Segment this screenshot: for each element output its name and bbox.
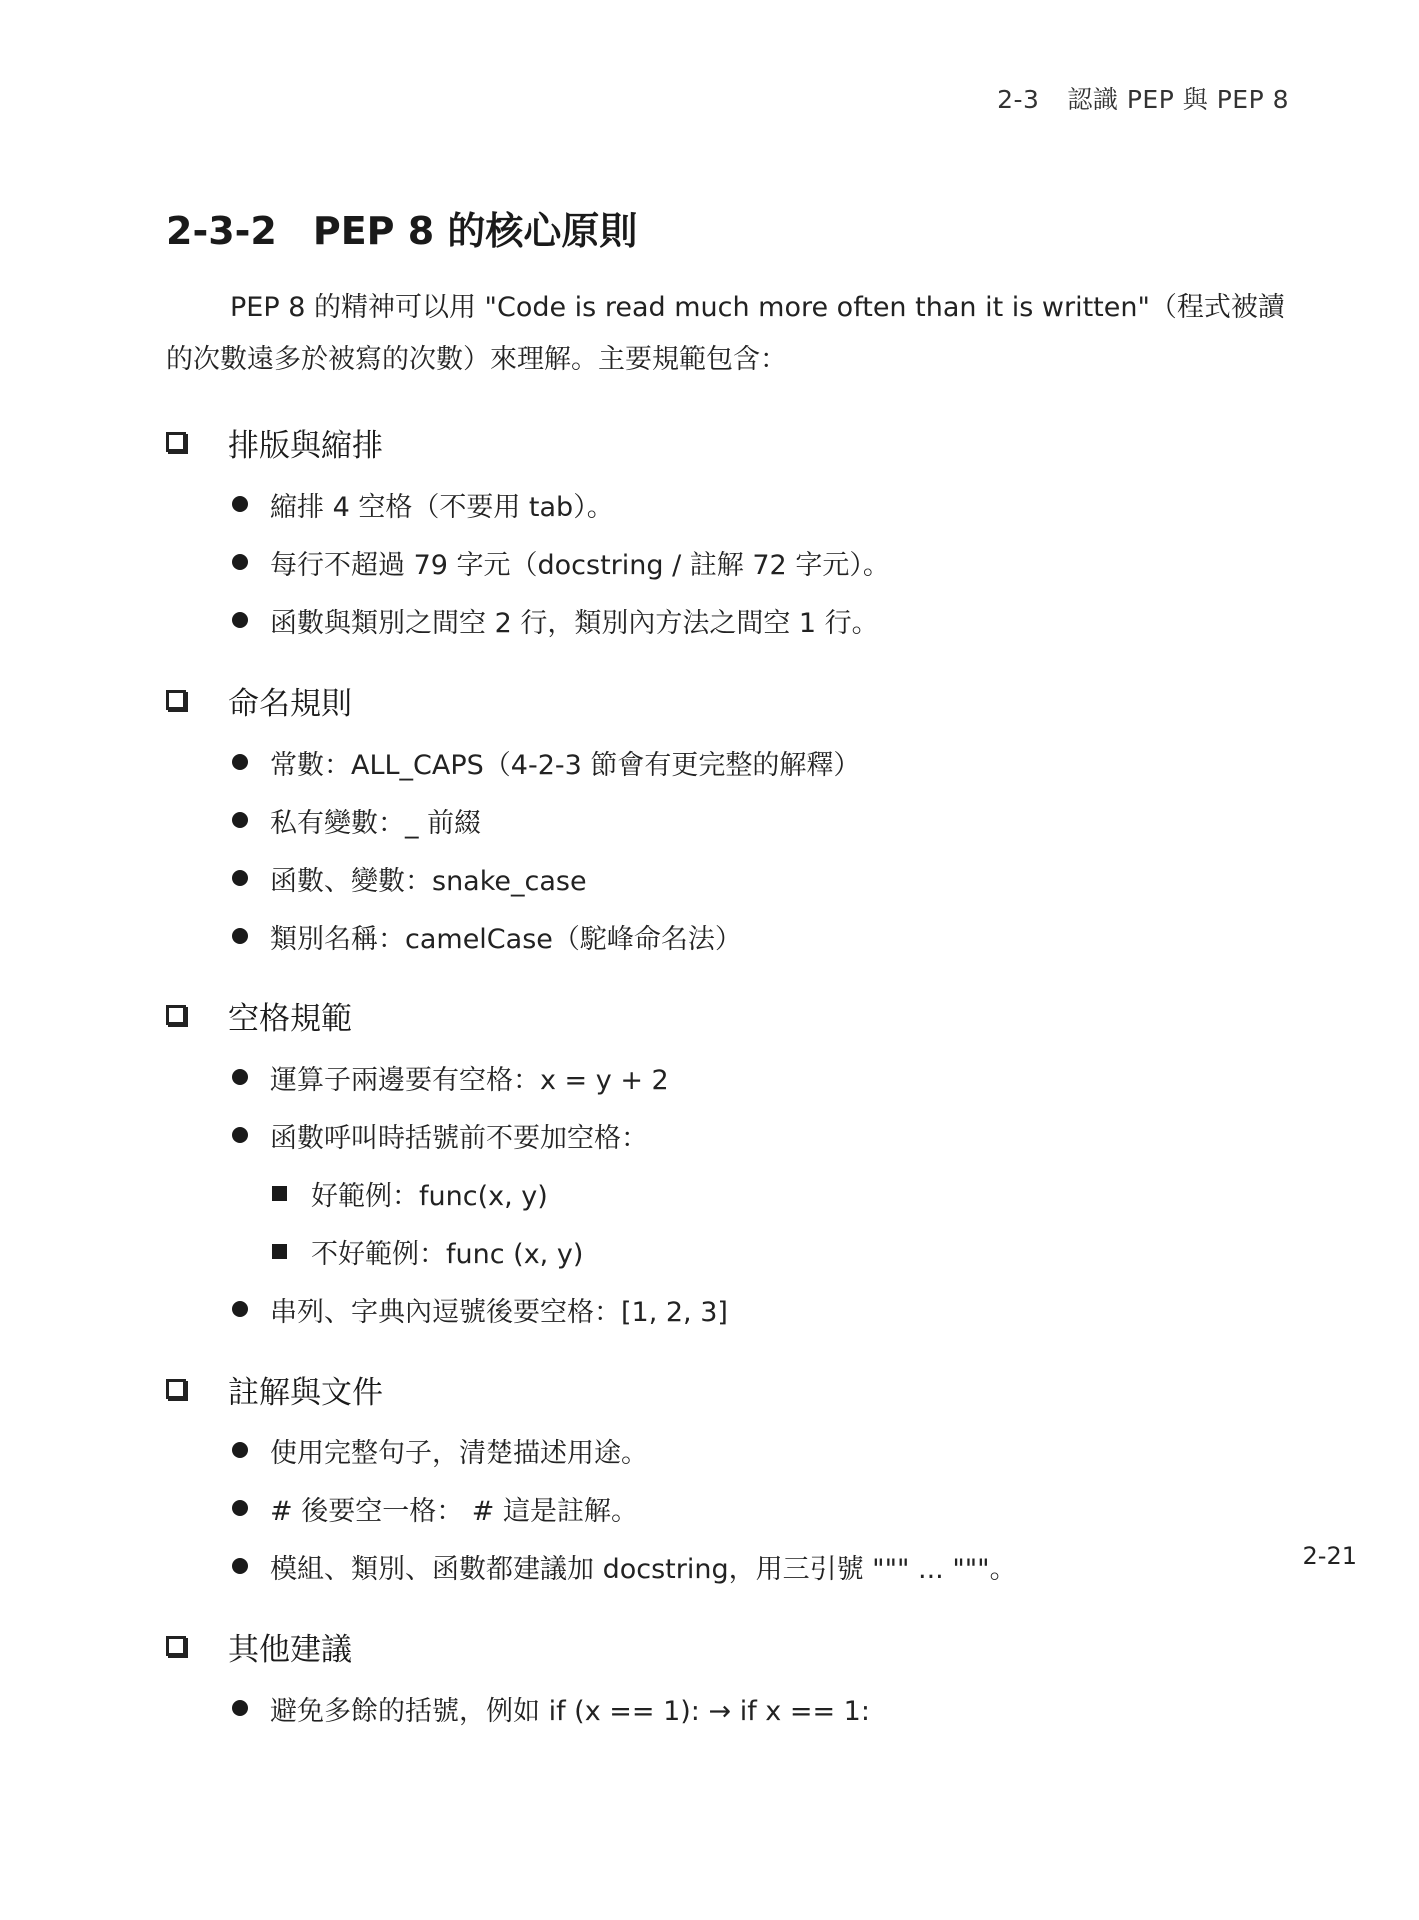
page-number: 2-21: [1302, 1542, 1357, 1570]
bullet-icon: [232, 1558, 248, 1574]
list-item: [232, 1688, 870, 1728]
list-item: [232, 800, 481, 840]
section-label: 註解與文件: [228, 1374, 383, 1411]
list-item-text: 函數、變數：snake_case: [270, 865, 587, 897]
list-item-text: 使用完整句子，清楚描述用途。: [270, 1437, 648, 1469]
section-label: 其他建議: [228, 1631, 352, 1668]
list-item-text: 避免多餘的括號，例如 if (x == 1): → if x == 1:: [270, 1695, 870, 1727]
list-item-text: 縮排 4 空格（不要用 tab）。: [270, 491, 614, 523]
square-bullet-icon: [272, 1186, 287, 1201]
bullet-icon: [232, 1500, 248, 1516]
sub-list-item-text: 不好範例：func (x, y): [311, 1238, 584, 1270]
checkbox-icon: [166, 1636, 186, 1656]
list-item-text: 模組、類別、函數都建議加 docstring，用三引號 """ ... """。: [270, 1553, 1017, 1585]
intro-paragraph: PEP 8 的精神可以用 "Code is read much more often than it is written"（程式被讀的次數遠多於被寫的次數）來理解。主要規範包含：: [166, 292, 1285, 375]
section-label: 命名規則: [228, 685, 352, 722]
title-number: 2-3-2: [166, 209, 277, 253]
list-item: [232, 742, 860, 782]
header-section-title: 認識 PEP 與 PEP 8: [1067, 85, 1289, 114]
bullet-icon: [232, 754, 248, 770]
list-item: [232, 1115, 648, 1155]
list-item: [232, 542, 890, 582]
bullet-icon: [232, 612, 248, 628]
square-bullet-icon: [272, 1244, 287, 1259]
list-item: [232, 1546, 1017, 1586]
sub-list-item-text: 好範例：func(x, y): [311, 1180, 548, 1212]
bullet-icon: [232, 496, 248, 512]
list-item: [232, 1289, 728, 1329]
title-text: PEP 8 的核心原則: [312, 209, 638, 253]
list-item: [232, 1488, 638, 1528]
bullet-icon: [232, 812, 248, 828]
section-label: 排版與縮排: [228, 427, 383, 464]
list-item: [232, 916, 742, 956]
header-section-number: 2-3: [997, 85, 1040, 114]
running-header: [997, 80, 1289, 116]
bullet-icon: [232, 1069, 248, 1085]
list-item: [232, 1430, 648, 1470]
page-title: [166, 200, 637, 255]
section-heading-other: [166, 1626, 352, 1666]
sub-list-item: [272, 1231, 583, 1271]
list-item-text: 函數呼叫時括號前不要加空格：: [270, 1122, 648, 1154]
bullet-icon: [232, 1442, 248, 1458]
sub-list-item: [272, 1173, 548, 1213]
checkbox-icon: [166, 1005, 186, 1025]
list-item: [232, 1057, 669, 1097]
list-item: [232, 858, 587, 898]
bullet-icon: [232, 554, 248, 570]
list-item: [232, 484, 614, 524]
bullet-icon: [232, 1127, 248, 1143]
section-heading-spacing: [166, 995, 352, 1035]
bullet-icon: [232, 1301, 248, 1317]
bullet-icon: [232, 870, 248, 886]
list-item-text: 函數與類別之間空 2 行，類別內方法之間空 1 行。: [270, 607, 879, 639]
bullet-icon: [232, 928, 248, 944]
checkbox-icon: [166, 432, 186, 452]
bullet-icon: [232, 1700, 248, 1716]
section-label: 空格規範: [228, 1000, 352, 1037]
list-item: [232, 600, 879, 640]
list-item-text: 私有變數：_ 前綴: [270, 807, 482, 839]
list-item-text: 類別名稱：camelCase（駝峰命名法）: [270, 923, 742, 955]
section-heading-comments: [166, 1369, 383, 1409]
checkbox-icon: [166, 1379, 186, 1399]
list-item-text: # 後要空一格： # 這是註解。: [270, 1495, 638, 1527]
list-item-text: 每行不超過 79 字元（docstring / 註解 72 字元）。: [270, 549, 890, 581]
list-item-text: 常數：ALL_CAPS（4-2-3 節會有更完整的解釋）: [270, 749, 861, 781]
list-item-text: 串列、字典內逗號後要空格：[1, 2, 3]: [270, 1296, 728, 1328]
checkbox-icon: [166, 690, 186, 710]
list-item-text: 運算子兩邊要有空格：x = y + 2: [270, 1064, 669, 1096]
section-heading-naming: [166, 680, 352, 720]
section-heading-layout: [166, 422, 383, 462]
